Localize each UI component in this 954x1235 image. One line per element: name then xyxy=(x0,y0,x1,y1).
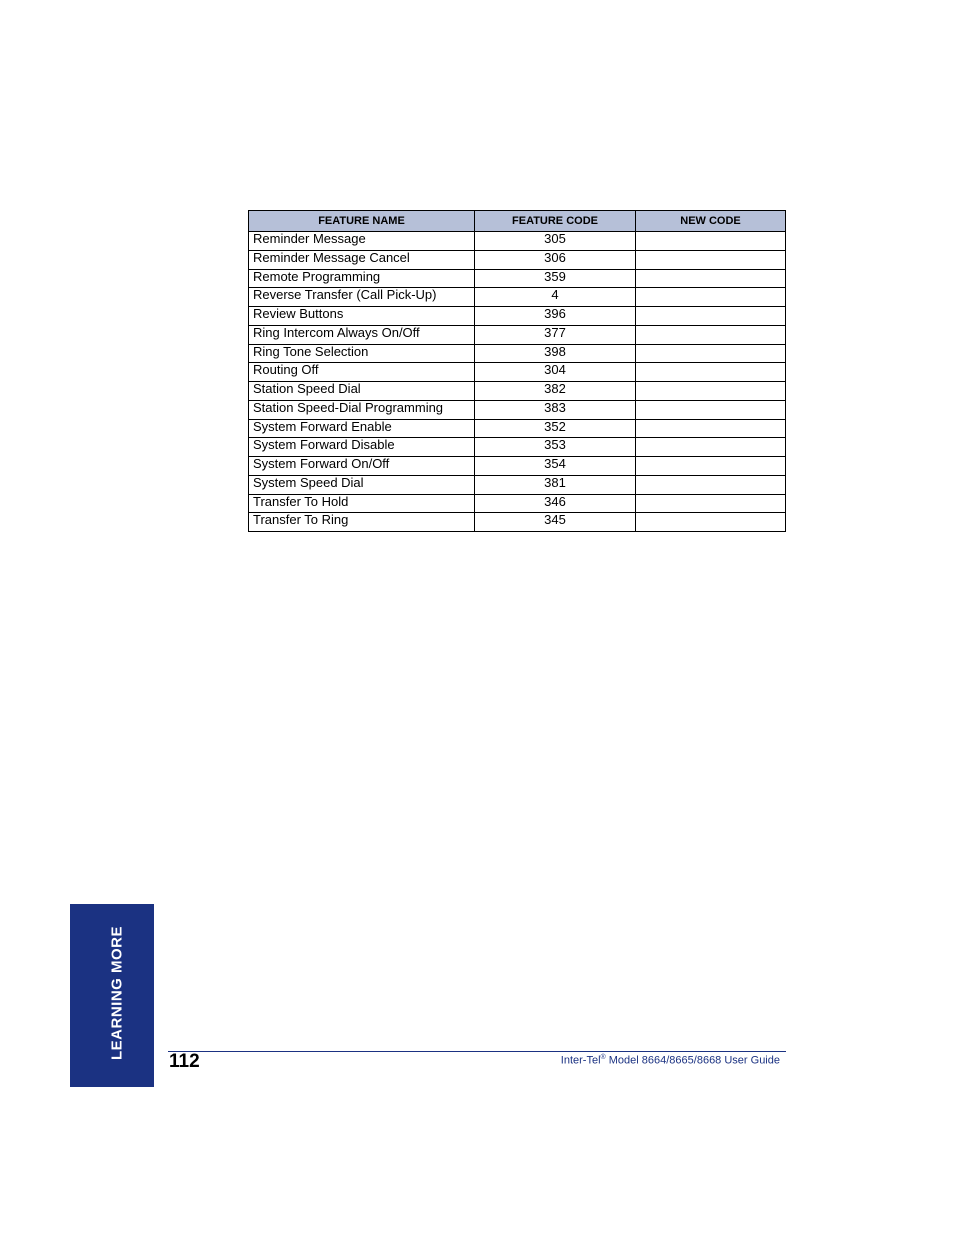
new-code-cell xyxy=(636,382,786,401)
table-row xyxy=(249,382,786,401)
new-code-cell xyxy=(636,419,786,438)
feature-code-cell: 305 xyxy=(475,232,636,251)
footer-guide-text: Model 8664/8665/8668 User Guide xyxy=(605,1054,780,1067)
new-code-cell xyxy=(636,288,786,307)
table-row xyxy=(249,269,786,288)
feature-code-cell: 352 xyxy=(475,419,636,438)
table-row xyxy=(249,419,786,438)
feature-name-cell: Station Speed-Dial Programming xyxy=(249,400,475,419)
feature-name-cell: Ring Tone Selection xyxy=(249,344,475,363)
feature-name-cell: Reminder Message Cancel xyxy=(249,250,475,269)
new-code-cell xyxy=(636,494,786,513)
new-code-cell xyxy=(636,269,786,288)
feature-code-cell: 398 xyxy=(475,344,636,363)
new-code-cell xyxy=(636,344,786,363)
new-code-cell xyxy=(636,325,786,344)
feature-code-cell: 304 xyxy=(475,363,636,382)
feature-code-cell: 382 xyxy=(475,382,636,401)
feature-name-cell: Transfer To Ring xyxy=(249,513,475,532)
feature-name-cell: System Speed Dial xyxy=(249,475,475,494)
feature-code-cell: 383 xyxy=(475,400,636,419)
feature-code-cell: 353 xyxy=(475,438,636,457)
table-row xyxy=(249,325,786,344)
feature-name-cell: Remote Programming xyxy=(249,269,475,288)
feature-code-cell: 381 xyxy=(475,475,636,494)
feature-name-cell: Station Speed Dial xyxy=(249,382,475,401)
feature-code-cell: 396 xyxy=(475,307,636,326)
feature-name-cell: Review Buttons xyxy=(249,307,475,326)
table-row xyxy=(249,400,786,419)
table-row xyxy=(249,232,786,251)
table-row xyxy=(249,363,786,382)
feature-code-cell: 345 xyxy=(475,513,636,532)
new-code-cell xyxy=(636,307,786,326)
table-row xyxy=(249,513,786,532)
feature-name-cell: Reminder Message xyxy=(249,232,475,251)
footer-guide-title xyxy=(561,1054,780,1067)
feature-code-table xyxy=(248,210,786,532)
feature-code-cell: 359 xyxy=(475,269,636,288)
new-code-cell xyxy=(636,400,786,419)
page-number: 112 xyxy=(169,1051,200,1072)
new-code-cell xyxy=(636,513,786,532)
header-feature-name: FEATURE NAME xyxy=(249,211,475,232)
table-header-row xyxy=(249,211,786,232)
header-new-code: NEW CODE xyxy=(636,211,786,232)
table-row xyxy=(249,250,786,269)
feature-code-cell: 377 xyxy=(475,325,636,344)
new-code-cell xyxy=(636,363,786,382)
feature-name-cell: System Forward On/Off xyxy=(249,457,475,476)
table-row xyxy=(249,457,786,476)
table-row xyxy=(249,307,786,326)
feature-code-cell: 354 xyxy=(475,457,636,476)
section-side-tab-label: LEARNING MORE xyxy=(108,926,126,1060)
footer-brand: Inter-Tel xyxy=(560,1054,601,1067)
feature-name-cell: Transfer To Hold xyxy=(249,494,475,513)
registered-mark: ® xyxy=(600,1054,606,1061)
new-code-cell xyxy=(636,457,786,476)
table-row xyxy=(249,475,786,494)
table-row xyxy=(249,344,786,363)
header-feature-code: FEATURE CODE xyxy=(475,211,636,232)
feature-name-cell: System Forward Disable xyxy=(249,438,475,457)
feature-name-cell: System Forward Enable xyxy=(249,419,475,438)
new-code-cell xyxy=(636,438,786,457)
new-code-cell xyxy=(636,475,786,494)
feature-name-cell: Reverse Transfer (Call Pick-Up) xyxy=(249,288,475,307)
table-row xyxy=(249,288,786,307)
footer-divider xyxy=(168,1051,786,1052)
feature-name-cell: Routing Off xyxy=(249,363,475,382)
feature-code-cell: 4 xyxy=(475,288,636,307)
table-row xyxy=(249,438,786,457)
new-code-cell xyxy=(636,250,786,269)
feature-code-cell: 346 xyxy=(475,494,636,513)
feature-name-cell: Ring Intercom Always On/Off xyxy=(249,325,475,344)
table-row xyxy=(249,494,786,513)
new-code-cell xyxy=(636,232,786,251)
feature-code-cell: 306 xyxy=(475,250,636,269)
